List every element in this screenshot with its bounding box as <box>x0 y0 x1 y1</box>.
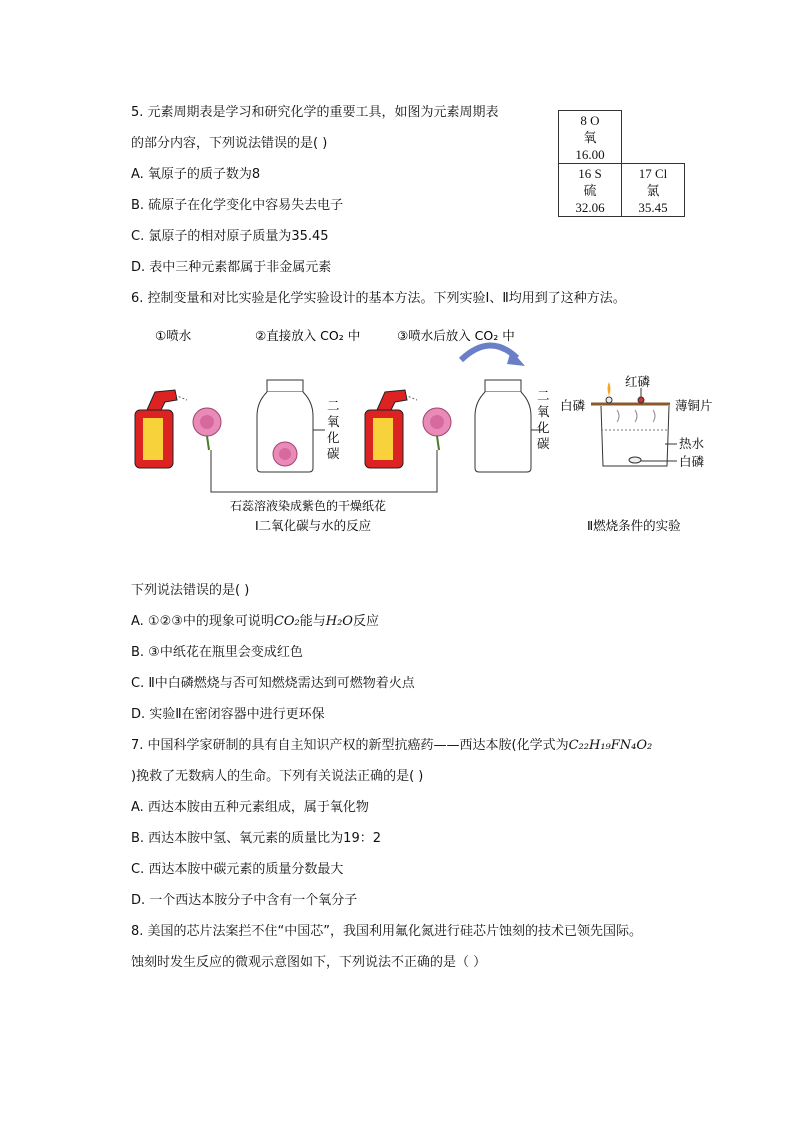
q6-option-b[interactable]: B. ③中纸花在瓶里会变成红色 <box>131 645 303 660</box>
gas-jar-1 <box>257 380 325 472</box>
step2-label: ②直接放入 CO₂ 中 <box>255 328 361 343</box>
q5-option-c[interactable]: C. 氯原子的相对原子质量为35.45 <box>131 229 329 244</box>
copper-sheet-label: 薄铜片 <box>675 398 713 413</box>
combustion-apparatus <box>591 382 670 466</box>
q5-stem-line1: 5. 元素周期表是学习和研究化学的重要工具，如图为元素周期表 <box>131 105 499 120</box>
q7-stem-line2: )挽救了无数病人的生命。下列有关说法正确的是( ) <box>131 769 424 784</box>
svg-text:二: 二 <box>537 388 550 403</box>
red-phosphorus-label: 红磷 <box>625 374 651 389</box>
co2-label-2 <box>537 388 550 451</box>
q6-stem: 6. 控制变量和对比实验是化学实验设计的基本方法。下列实验Ⅰ、Ⅱ均用到了这种方法。 <box>131 291 626 306</box>
q8-stem-line2: 蚀刻时发生反应的微观示意图如下，下列说法不正确的是（ ） <box>131 955 487 970</box>
q6-experiment-figure <box>125 320 745 545</box>
flower-icon <box>193 408 221 450</box>
q8-stem-line1: 8. 美国的芯片法案拦不住“中国芯”，我国利用氟化氮进行硅芯片蚀刻的技术已领先国际。 <box>131 924 643 939</box>
svg-text:化: 化 <box>327 430 340 445</box>
q7-stem-pre: 7. 中国科学家研制的具有自主知识产权的新型抗癌药——西达本胺(化学式为 <box>131 738 569 753</box>
formula-co2: CO₂ <box>273 614 300 629</box>
white-phosphorus-water-label: 白磷 <box>679 454 705 469</box>
svg-text:化: 化 <box>537 420 550 435</box>
sulfur-name: 硫 <box>583 182 597 198</box>
element-oxygen <box>559 111 622 164</box>
spray-bottle-icon <box>365 390 417 468</box>
q5-option-d[interactable]: D. 表中三种元素都属于非金属元素 <box>131 260 332 275</box>
q5-stem-line2: 的部分内容，下列说法错误的是( ) <box>131 136 328 151</box>
q7-option-d[interactable]: D. 一个西达本胺分子中含有一个氧分子 <box>131 893 358 908</box>
spray-bottle-icon <box>135 390 187 468</box>
gas-jar-2 <box>475 380 543 472</box>
step3-label: ③喷水后放入 CO₂ 中 <box>397 328 515 343</box>
flower-icon <box>423 408 451 450</box>
q7-option-c[interactable]: C. 西达本胺中碳元素的质量分数最大 <box>131 862 344 877</box>
curved-arrow-icon <box>461 345 517 360</box>
sulfur-head: 16 S <box>578 165 602 181</box>
svg-text:氧: 氧 <box>327 414 340 429</box>
q7-option-a[interactable]: A. 西达本胺由五种元素组成，属于氧化物 <box>131 800 369 815</box>
q6-option-a-mid: 能与 <box>299 614 326 629</box>
q5-option-a[interactable]: A. 氧原子的质子数为8 <box>131 167 261 182</box>
oxygen-head: 8 O <box>580 112 600 128</box>
sulfur-mass: 32.06 <box>575 199 605 215</box>
q6-option-a-post: 反应 <box>352 614 379 629</box>
svg-text:氧: 氧 <box>537 404 550 419</box>
svg-text:碳: 碳 <box>327 446 340 461</box>
svg-text:碳: 碳 <box>537 436 550 451</box>
q7-option-b[interactable]: B. 西达本胺中氢、氧元素的质量比为19：2 <box>131 831 381 846</box>
q7-stem-line1 <box>131 737 652 755</box>
chlorine-mass: 35.45 <box>638 199 668 215</box>
flower-caption: 石蕊溶液染成紫色的干燥纸花 <box>230 499 387 513</box>
formula-chidamide: C₂₂H₁₉FN₄O₂ <box>568 738 653 753</box>
co2-label-1 <box>327 398 340 461</box>
element-chlorine <box>622 164 685 217</box>
oxygen-name: 氧 <box>583 129 597 145</box>
element-sulfur <box>559 164 622 217</box>
step1-label: ①喷水 <box>155 328 192 343</box>
q5-option-b[interactable]: B. 硫原子在化学变化中容易失去电子 <box>131 198 344 213</box>
periodic-table-excerpt <box>558 110 685 217</box>
q6-option-d[interactable]: D. 实验Ⅱ在密闭容器中进行更环保 <box>131 707 325 722</box>
experiment-illustration <box>125 320 745 545</box>
experiment2-caption: Ⅱ燃烧条件的实验 <box>587 518 681 533</box>
formula-h2o: H₂O <box>325 614 353 629</box>
chlorine-name: 氯 <box>646 182 660 198</box>
q6-option-a[interactable] <box>131 613 379 631</box>
q6-question: 下列说法错误的是( ) <box>131 583 250 598</box>
hot-water-label: 热水 <box>679 436 705 451</box>
svg-text:二: 二 <box>327 398 340 413</box>
chlorine-head: 17 Cl <box>638 165 668 181</box>
q6-option-a-pre: A. ①②③中的现象可说明 <box>131 614 274 629</box>
oxygen-mass: 16.00 <box>575 146 605 162</box>
experiment1-caption: Ⅰ二氧化碳与水的反应 <box>255 518 372 533</box>
q6-option-c[interactable]: C. Ⅱ中白磷燃烧与否可知燃烧需达到可燃物着火点 <box>131 676 415 691</box>
white-phosphorus-label: 白磷 <box>560 398 586 413</box>
